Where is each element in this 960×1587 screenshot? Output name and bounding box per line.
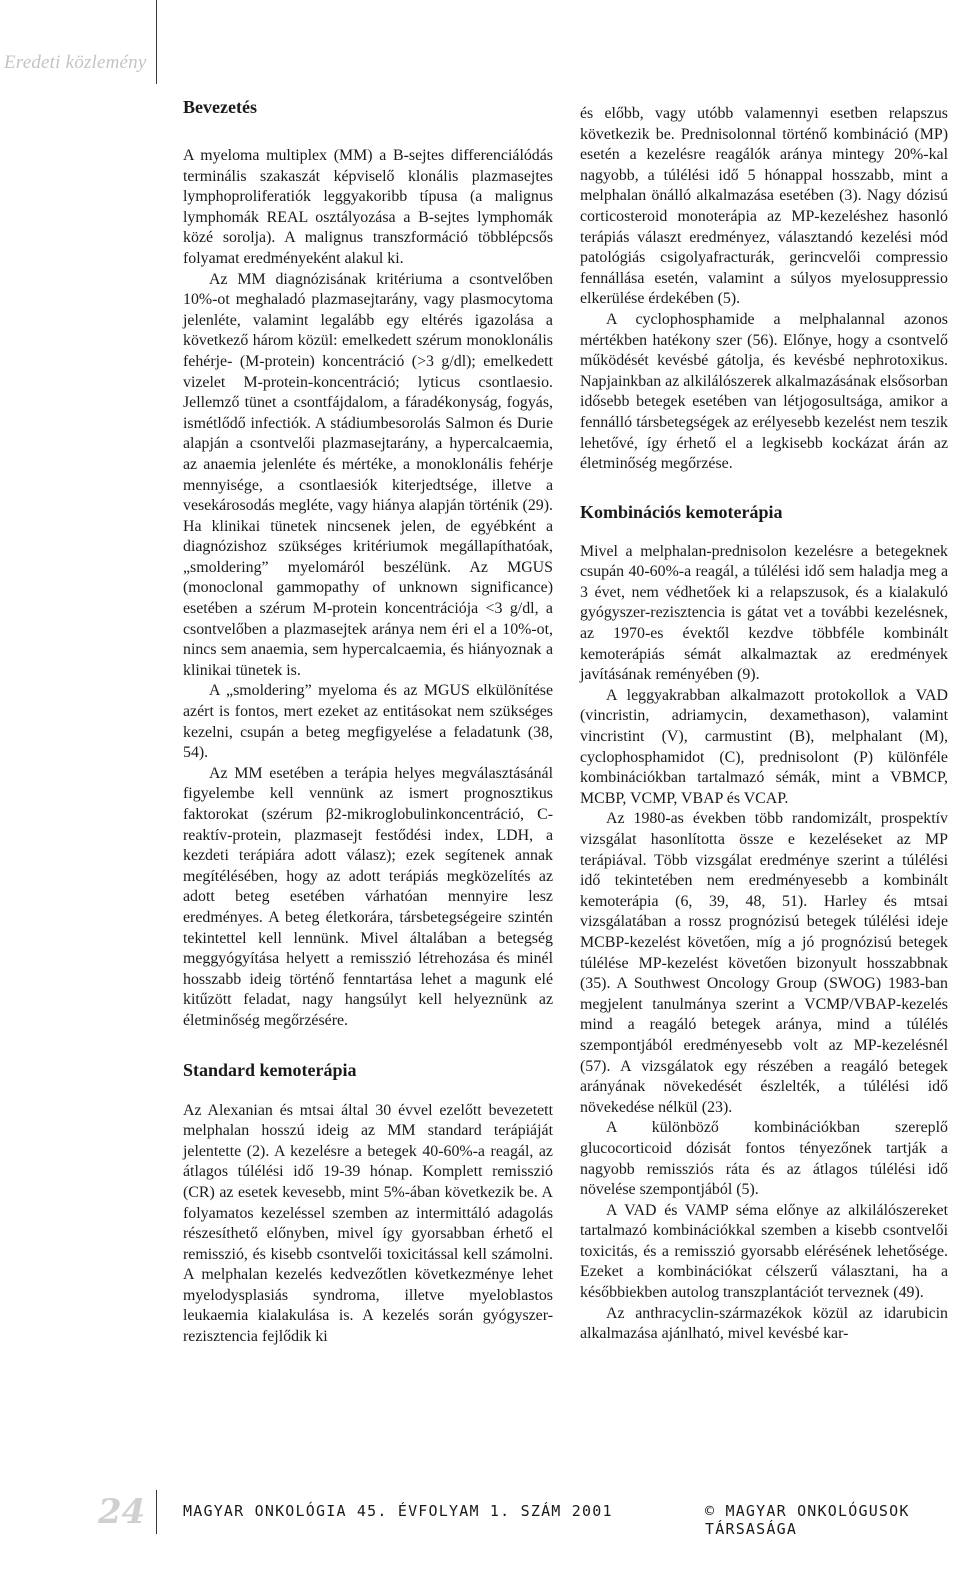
footer-copyright: © MAGYAR ONKOLÓGUSOK TÁRSASÁGA [705,1502,910,1538]
footer-journal: MAGYAR ONKOLÓGIA 45. ÉVFOLYAM 1. SZÁM 2001 [183,1502,613,1520]
paragraph: Az Alexanian és mtsai által 30 évvel ezelőtt bevezetett melphalan hosszú ideig az MM standard terápiáját jelentette (2). A kezelésre a betegek 40-60%-a reagál, az átlagos túlélési idő 19-39 hónap. Komplett remisszió (CR) az esetek kevesebb, mint 5%-ában következik be. A folyamatos kezeléssel szemben az intermittáló adagolás részesíthető előnyben, mivel így gyorsabban érhető el remisszió, és kisebb csontvelői toxicitással kell számolni. A melphalan kezelés kedvezőtlen következménye lehet myelodysplasiás syndroma, illetve myeloblastos leukaemia kialakulása is. A kezelés során gyógyszer-rezisztencia fejlődik ki [183,1101,553,1346]
footer-vertical-rule [156,1490,157,1534]
paragraph: Az anthracyclin-származékok közül az idarubicin alkalmazása ajánlható, mivel kevésbé kar- [580,1304,948,1343]
paragraph: Az MM esetében a terápia helyes megválasztásánál figyelembe kell vennünk az ismert prognosztikus faktorokat (szérum β2-mikroglobulinkoncentráció, C-reaktív-protein, plazmasejt festődési index, LDH, a kezdeti terápiára adott válasz); ezek segítenek annak megítélésében, hogy az adott terápiás megközelítés az adott beteg esetében várhatóan mennyire lesz eredményes. A beteg életkorára, társbetegségeire szintén tekintettel kell lennünk. Mivel általában a betegség meggyógyítása helyett a remisszió létrehozása és minél hosszabb ideig történő fenntartása lehet a magunk elé kitűzött feladat, nagy hangsúlyt kell helyeznünk az életminőség megőrzésére. [183,764,553,1029]
section-label: Eredeti közlemény [4,52,147,73]
paragraph: A leggyakrabban alkalmazott protokollok a VAD (vincristin, adriamycin, dexamethason), valamint vincristint (V), carmustint (B), melphalant (M), cyclophosphamidot (C), prednisolont (P) különféle kombinációkban tartalmazó sémák, mint a VBMCP, MCBP, VCMP, VBAP és VCAP. [580,686,948,807]
paragraph: A myeloma multiplex (MM) a B-sejtes differenciálódás terminális szakaszát képviselő klonális plazmasejtes lymphoproliferatiók leggyakoribb típusa (a malignus lymphomák REAL osztályozása a B-sejtes lymphomák közé sorolja). A malignus transzformáció többlépcsős folyamat eredményeként alakul ki. [183,147,553,267]
heading-introduction: Bevezetés [183,97,257,117]
paragraph: Az 1980-as években több randomizált, prospektív vizsgálat hasonlította össze e kezeléseket az MP terápiával. Több vizsgálat eredménye szerint a túlélési idő tekintetében nem eredményesebb a kombinált kemoterápia (6, 39, 48, 51). Harley és mtsai vizsgálatában a rossz prognózisú betegek túlélési ideje MCBP-kezelést követően, míg a jó prognózisú betegek túlélése MP-kezelést követően bizonyult hosszabbnak (35). A Southwest Oncology Group (SWOG) 1983-ban megjelent tanulmánya szerint a VCMP/VBAP-kezelés mind a reagáló betegek aránya, mind a túlélés szempontjából eredményesebb volt az MP-kezelésnél (57). A vizsgálatok egy részében a reagáló betegek arányának növekedését észlelték, a túlélési idő növekedése nélkül (23). [580,810,948,1116]
paragraph: Az MM diagnózisának kritériuma a csontvelőben 10%-ot meghaladó plazmasejtarány, vagy plasmocytoma jelenléte, valamint legalább egy eltérés igazolása a következő három közül: emelkedett szérum monoklonális fehérje- (M-protein) koncentráció (>3 g/dl); emelkedett vizelet M-protein-koncentráció; lyticus csontlaesio. Jellemző tünet a csontfájdalom, a fáradékonyság, fogyás, ismétlődő infectiók. A stádiumbesorolás Salmon és Durie alapján a csontvelői plazmasejtarány, a hypercalcaemia, az anaemia jelenléte és mértéke, a monoklonális fehérje mennyisége, a csontlaesiók kiterjedtsége, illetve a vesekárosodás megléte, vagy hiánya alapján történik (29). Ha klinikai tünetek nincsenek jelen, de egyébként a diagnózishoz szükséges kritériumok megállapíthatóak, „smoldering” myelomáról beszélünk. Az MGUS (monoclonal gammopathy of unknown significance) esetében a szérum M-protein koncentrációja <3 g/dl, a csontvelőben a plazmasejtek aránya nem éri el a 10%-ot, nincs sem anaemia, sem hypercalcaemia, és hiányoznak a klinikai tünetek is. [183,270,553,679]
paragraph: A VAD és VAMP séma előnye az alkilálószereket tartalmazó kombinációkkal szemben a kisebb csontvelői toxicitás, és a remisszió gyorsabb elérésének lehetősége. Ezeket a kombinációkat célszerű választani, ha a későbbiekben autolog transzplantációt terveznek (49). [580,1201,948,1302]
heading-combination-chemotherapy: Kombinációs kemoterápia [580,501,783,522]
paragraph: A cyclophosphamide a melphalannal azonos mértékben hatékony szer (56). Előnye, hogy a csontvelő működését kevésbé gátolja, és kevésbé nephrotoxikus. Napjainkban az alkilálószerek alkalmazásának elsősorban idősebb betegek esetében van létjogosultsága, amikor a fennálló társbetegségek az erélyesebb kezelést nem teszik lehetővé, így érhető el a legkisebb kockázat árán az életminőség megőrzése. [580,310,948,473]
top-vertical-rule [156,0,157,84]
paragraph: és előbb, vagy utóbb valamennyi esetben relapszus következik be. Prednisolonnal történő kombináció (MP) esetén a kezelésre reagálók aránya mintegy 20%-kal nagyobb, a túlélési idő 5 hónappal hosszabb, mint a melphalan önálló alkalmazása esetében (3). Nagy dózisú corticosteroid monoterápia az MP-kezeléshez hasonló terápiás választ eredményez, választandó kezelési mód patológiás csigolyafracturák, gerincvelői compressio fennállása esetén, valamint a súlyos myelosuppressio elkerülése érdekében (5). [580,105,948,308]
paragraph: Mivel a melphalan-prednisolon kezelésre a betegeknek csupán 40-60%-a reagál, a túlélési idő sem haladja meg a 3 évet, nem védhetőek ki a relapszusok, és a kialakuló gyógyszer-rezisztencia is gátat vet a további kezelésnek, az 1970-es évektől kezdve többféle kombinált kemoterápiás sémát alkalmaztak az eredmények javításának reményében (9). [580,542,948,684]
heading-standard-chemotherapy: Standard kemoterápia [183,1059,357,1080]
paragraph: A különböző kombinációkban szereplő glucocorticoid dózisát fontos tényezőnek tartják a nagyobb remissziós ráta és az átlagos túlélési idő növelése szempontjából (5). [580,1119,948,1199]
left-column [183,96,553,1348]
right-column [580,104,948,1345]
page-number: 24 [98,1492,146,1532]
paragraph: A „smoldering” myeloma és az MGUS elkülönítése azért is fontos, mert ezeket az entitásokat nem szükséges kezelni, csupán a beteg megfigyelése a feladatunk (38, 54). [183,682,553,762]
